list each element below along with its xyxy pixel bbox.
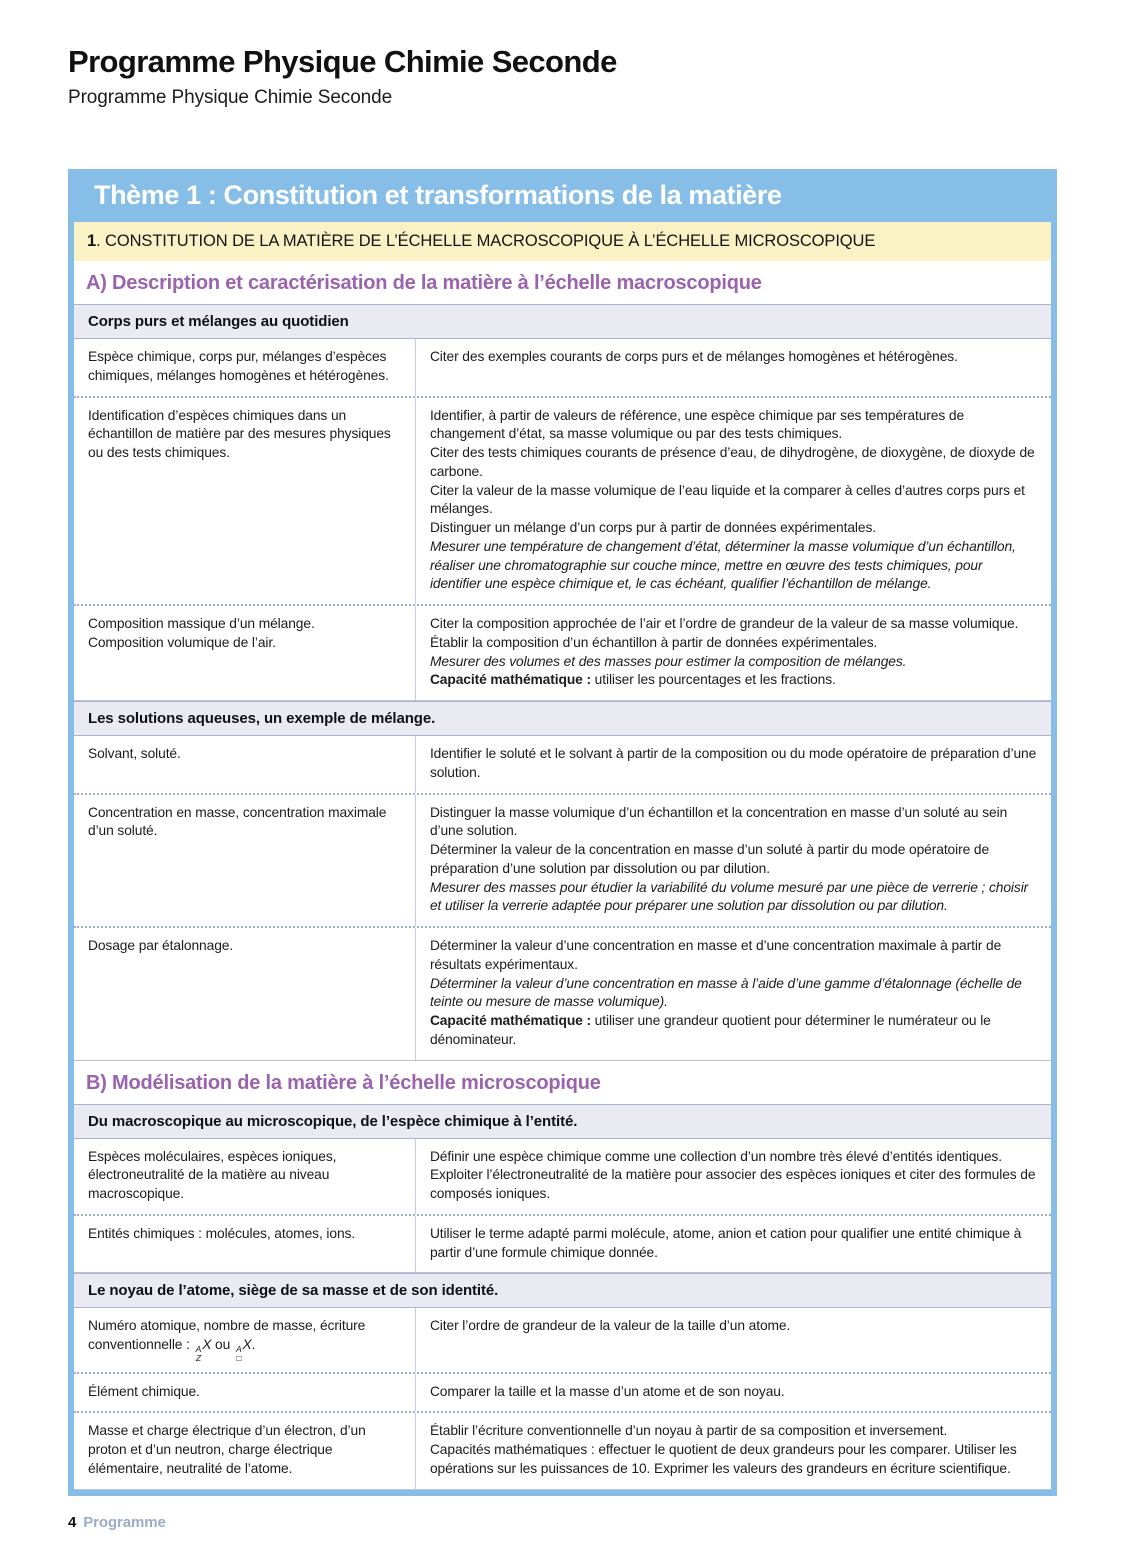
notion-text: Solvant, soluté.	[88, 746, 181, 761]
group-corps-purs	[74, 304, 1051, 701]
table-row	[74, 736, 1051, 793]
group-noyau-atome	[74, 1273, 1051, 1489]
skills-cell	[416, 1374, 1051, 1412]
element-symbol: X	[202, 1337, 212, 1352]
notion-cell	[74, 1374, 416, 1412]
notion-cell	[74, 398, 416, 605]
notion-text: Composition massique d’un mélange.	[88, 616, 315, 631]
skill-line: Citer des tests chimiques courants de présence d’eau, de dihydrogène, de dioxygène, de dioxyde de carbone.	[429, 445, 1035, 479]
group-band: Les solutions aqueuses, un exemple de mélange.	[74, 701, 1051, 736]
notation-period: .	[251, 1337, 256, 1352]
skill-line-experimental: Mesurer des masses pour étudier la variabilité du volume mesuré par une pièce de verrerie ; choisir et utiliser la verrerie adaptée pour préparer une solution par dissolution ou par dilution.	[429, 879, 1029, 914]
group-band: Le noyau de l’atome, siège de sa masse et de son identité.	[74, 1273, 1051, 1308]
notation-separator: ou	[211, 1337, 234, 1352]
math-capacity-label: Capacité mathématique :	[429, 672, 591, 688]
element-symbol: X	[242, 1337, 252, 1352]
skill-line: Identifier le soluté et le solvant à partir de la composition ou du mode opératoire de préparation d’une solution.	[429, 746, 1037, 780]
skill-line: Citer la valeur de la masse volumique de l’eau liquide et la comparer à celles d’autres corps purs et mélanges.	[429, 482, 1025, 517]
notion-text: Concentration en masse, concentration maximale d’un soluté.	[88, 804, 387, 839]
skill-line-math-capacity	[430, 671, 1037, 690]
skills-cell	[416, 1413, 1051, 1488]
nuclide-notation	[236, 1345, 242, 1361]
mass-number: A	[235, 1344, 242, 1355]
notion-text: Espèce chimique, corps pur, mélanges d’espèces chimiques, mélanges homogènes et hétérogènes.	[88, 349, 389, 383]
part-title: . CONSTITUTION DE LA MATIÈRE DE L’ÉCHELLE MACROSCOPIQUE À L’ÉCHELLE MICROSCOPIQUE	[96, 232, 876, 250]
skill-line: Comparer la taille et la masse d’un atome et de son noyau.	[429, 1383, 785, 1399]
group-band: Corps purs et mélanges au quotidien	[74, 304, 1051, 339]
skills-cell	[416, 1139, 1051, 1214]
theme-block	[68, 169, 1057, 1496]
footer-page-number: 4	[68, 1513, 77, 1531]
table-row	[74, 604, 1051, 700]
notion-cell	[74, 1216, 416, 1273]
group-band: Du macroscopique au microscopique, de l’espèce chimique à l’entité.	[74, 1104, 1051, 1139]
skill-line: Utiliser le terme adapté parmi molécule, atome, anion et cation pour qualifier une entité chimique à partir d’une formule chimique donnée.	[429, 1225, 1022, 1260]
section-heading-a: A) Description et caractérisation de la matière à l’échelle macroscopique	[74, 261, 1051, 304]
notion-cell	[74, 795, 416, 927]
skill-line-experimental: Mesurer des volumes et des masses pour estimer la composition de mélanges.	[429, 653, 907, 669]
skill-line: Distinguer un mélange d’un corps pur à partir de données expérimentales.	[429, 520, 877, 535]
page-footer	[68, 1514, 1057, 1561]
skills-cell	[416, 795, 1051, 927]
notion-text: Masse et charge électrique d’un électron, d’un proton et d’un neutron, charge électrique élémentaire, neutralité de l’atome.	[88, 1423, 366, 1476]
skills-cell	[416, 736, 1051, 793]
table-row	[74, 339, 1051, 396]
part-band	[74, 222, 1051, 261]
skill-line: Établir la composition d’un échantillon à partir de données expérimentales.	[429, 634, 878, 650]
skills-cell	[416, 339, 1051, 396]
notion-cell	[74, 1308, 416, 1371]
skill-line: Citer la composition approchée de l’air et l’ordre de grandeur de la valeur de sa masse volumique.	[429, 616, 1019, 631]
group-macroscopique-microscopique	[74, 1104, 1051, 1274]
skill-line: Citer des exemples courants de corps purs et de mélanges homogènes et hétérogènes.	[429, 349, 958, 364]
skill-line: Distinguer la masse volumique d’un échantillon et la concentration en masse d’un soluté au sein d’une solution.	[429, 804, 1008, 839]
skill-line-experimental: Déterminer la valeur d’une concentration en masse à l’aide d’une gamme d’étalonnage (échelle de teinte ou mesure de masse volumique).	[429, 975, 1022, 1010]
table-row	[74, 396, 1051, 605]
skill-line-math-capacity	[430, 1012, 1037, 1050]
notion-cell	[74, 339, 416, 396]
skill-line: Déterminer la valeur d’une concentration en masse et d’une concentration maximale à partir de résultats expérimentaux.	[429, 938, 1002, 972]
section-heading-b: B) Modélisation de la matière à l’échelle microscopique	[74, 1061, 1051, 1104]
skill-text: utiliser les pourcentages et les fractions.	[590, 672, 836, 688]
skills-cell	[416, 398, 1051, 605]
skill-line: Exploiter l’électroneutralité de la matière pour associer des espèces ioniques et citer des formules de composés ioniques.	[429, 1167, 1036, 1201]
page-subtitle: Programme Physique Chimie Seconde	[68, 87, 393, 108]
group-solutions-aqueuses	[74, 701, 1051, 1061]
skill-line-experimental: Mesurer une température de changement d’état, déterminer la masse volumique d’un échantillon, réaliser une chromatographie sur couche mince, mettre en œuvre des tests chimiques, pour identifier une espèce chimique et, le cas échéant, qualifier l’échantillon de mélange.	[429, 538, 1016, 592]
footer-label: Programme	[83, 1513, 166, 1531]
table-row	[74, 1308, 1051, 1371]
atomic-number-placeholder: □	[236, 1352, 242, 1363]
notion-text: Identification d’espèces chimiques dans un échantillon de matière par des mesures physiques ou des tests chimiques.	[88, 407, 391, 460]
notion-cell	[74, 606, 416, 700]
notion-text-with-notation	[88, 1317, 401, 1361]
notion-text: Dosage par étalonnage.	[88, 938, 234, 953]
skill-line: Citer l’ordre de grandeur de la valeur de la taille d’un atome.	[429, 1318, 791, 1334]
notion-text: Élément chimique.	[88, 1383, 200, 1399]
table-row	[74, 1214, 1051, 1273]
notion-text: Espèces moléculaires, espèces ioniques, électroneutralité de la matière au niveau macroscopique.	[88, 1148, 337, 1201]
theme-banner: Thème 1 : Constitution et transformations de la matière	[74, 175, 1051, 222]
notion-cell	[74, 1139, 416, 1214]
notion-cell	[74, 1413, 416, 1488]
nuclide-notation	[196, 1345, 202, 1361]
notion-text: Composition volumique de l’air.	[88, 634, 276, 650]
skill-text: utiliser une grandeur quotient pour déterminer le numérateur ou le dénominateur.	[429, 1013, 991, 1047]
skill-line: Établir l’écriture conventionnelle d’un noyau à partir de sa composition et inversement.	[429, 1423, 948, 1439]
skills-cell	[416, 606, 1051, 700]
notion-cell	[74, 736, 416, 793]
table-row	[74, 793, 1051, 927]
skills-cell	[416, 928, 1051, 1060]
table-row	[74, 1139, 1051, 1214]
table-row	[74, 1411, 1051, 1488]
skill-line: Définir une espèce chimique comme une collection d’un nombre très élevé d’entités identiques.	[429, 1148, 1002, 1164]
skill-line: Identifier, à partir de valeurs de référence, une espèce chimique par ses températures de changement d’état, sa masse volumique ou par des tests chimiques.	[429, 407, 965, 442]
math-capacity-label: Capacité mathématique :	[429, 1013, 591, 1028]
notion-text: Numéro atomique, nombre de masse, écriture conventionnelle :	[88, 1318, 366, 1352]
notion-cell	[74, 928, 416, 1060]
table-row	[74, 1372, 1051, 1412]
table-row	[74, 926, 1051, 1060]
notion-text: Entités chimiques : molécules, atomes, ions.	[88, 1225, 356, 1241]
atomic-number: Z	[195, 1352, 201, 1363]
skill-line: Déterminer la valeur de la concentration en masse d’un soluté à partir du mode opératoire de préparation d’une solution par dissolution ou par dilution.	[429, 842, 990, 876]
mass-number: A	[195, 1344, 202, 1355]
skills-cell	[416, 1308, 1051, 1371]
page-title: Programme Physique Chimie Seconde	[68, 44, 617, 79]
skill-line: Capacités mathématiques : effectuer le quotient de deux grandeurs pour les comparer. Utiliser les opérations sur les puissances de 10. Exprimer les valeurs des grandeurs en écriture scientifique.	[429, 1442, 1017, 1476]
part-number: 1	[87, 232, 97, 250]
skills-cell	[416, 1216, 1051, 1273]
